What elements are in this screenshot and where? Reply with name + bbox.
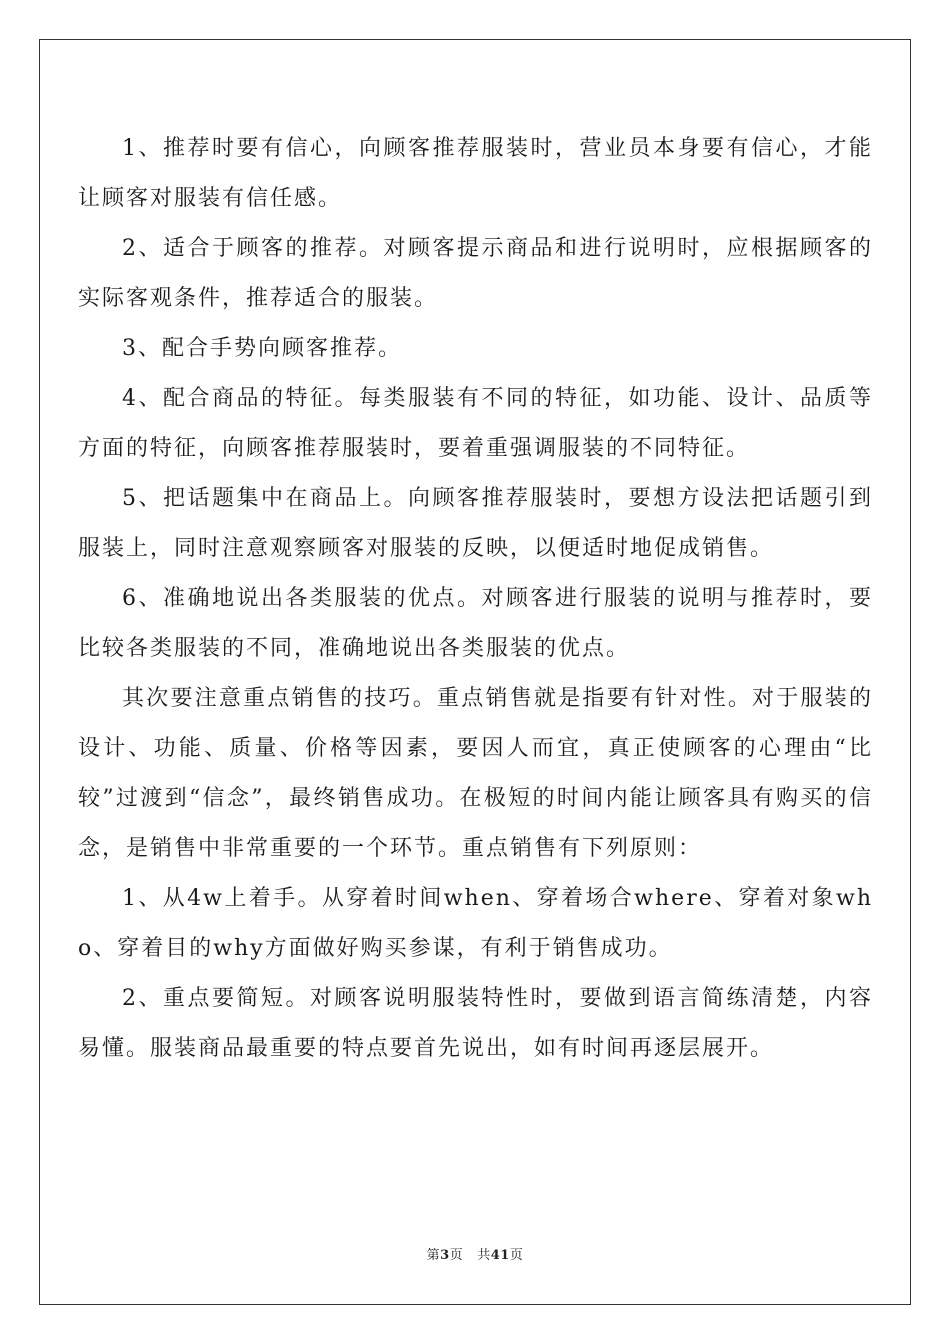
- page-number: 3: [440, 1248, 450, 1263]
- paragraph: 2、重点要简短。对顾客说明服装特性时，要做到语言简练清楚，内容易懂。服装商品最重要的特点要首先说出，如有时间再逐层展开。: [78, 986, 873, 1061]
- page-suffix: 页: [449, 1248, 464, 1263]
- paragraph: 3、配合手势向顾客推荐。: [122, 336, 402, 361]
- page-footer: [0, 1244, 950, 1263]
- paragraph: 6、准确地说出各类服装的优点。对顾客进行服装的说明与推荐时，要比较各类服装的不同，准确地说出各类服装的优点。: [78, 586, 873, 661]
- paragraph: 5、把话题集中在商品上。向顾客推荐服装时，要想方设法把话题引到服装上，同时注意观察顾客对服装的反映，以便适时地促成销售。: [78, 486, 873, 561]
- paragraph: 4、配合商品的特征。每类服装有不同的特征，如功能、设计、品质等方面的特征，向顾客推荐服装时，要着重强调服装的不同特征。: [78, 386, 873, 461]
- paragraph: 其次要注意重点销售的技巧。重点销售就是指要有针对性。对于服装的设计、功能、质量、价格等因素，要因人而宜，真正使顾客的心理由“比较”过渡到“信念”，最终销售成功。在极短的时间内能让顾客具有购买的信念，是销售中非常重要的一个环节。重点销售有下列原则：: [78, 686, 873, 861]
- document-body: [78, 124, 873, 1074]
- paragraph: 1、推荐时要有信心，向顾客推荐服装时，营业员本身要有信心，才能让顾客对服装有信任感。: [78, 136, 873, 211]
- paragraph: 2、适合于顾客的推荐。对顾客提示商品和进行说明时，应根据顾客的实际客观条件，推荐适合的服装。: [78, 236, 873, 311]
- page-prefix: 第: [426, 1248, 441, 1263]
- total-pages: 41: [490, 1248, 510, 1263]
- total-prefix: 共: [477, 1248, 491, 1263]
- total-suffix: 页: [509, 1248, 524, 1263]
- paragraph: 1、从4w上着手。从穿着时间when、穿着场合where、穿着对象who、穿着目的why方面做好购买参谋，有利于销售成功。: [78, 886, 873, 961]
